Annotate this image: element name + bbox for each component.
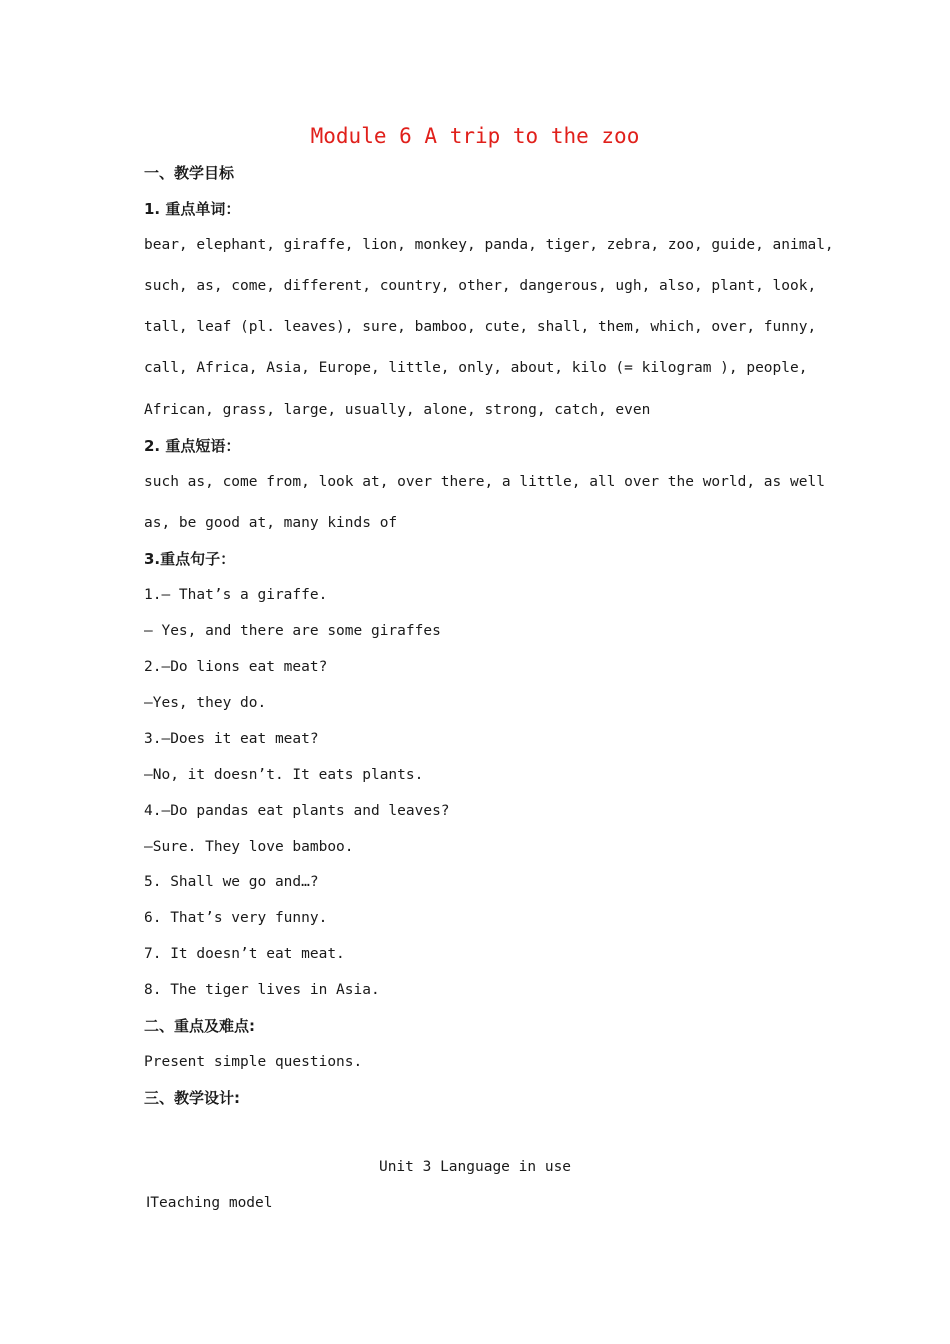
sentence-line: 3.—Does it eat meat?: [144, 731, 319, 747]
sentence-line: —Sure. They love bamboo.: [144, 839, 354, 855]
words-line: call, Africa, Asia, Europe, little, only, about, kilo (= kilogram ), people,: [144, 360, 808, 376]
sentence-line: 4.—Do pandas eat plants and leaves?: [144, 803, 450, 819]
sentence-line: 1.— That’s a giraffe.: [144, 587, 328, 603]
words-line: such, as, come, different, country, other, dangerous, ugh, also, plant, look,: [144, 278, 817, 294]
sentence-line: 2.—Do lions eat meat?: [144, 659, 328, 675]
phrases-line: such as, come from, look at, over there, a little, all over the world, as well: [144, 474, 825, 490]
sentences-heading: 3.重点句子：: [144, 550, 236, 568]
document-title: Module 6 A trip to the zoo: [310, 124, 640, 148]
unit-title: Unit 3 Language in use: [378, 1159, 572, 1175]
words-line: tall, leaf (pl. leaves), sure, bamboo, cute, shall, them, which, over, funny,: [144, 319, 817, 335]
words-heading: 1. 重点单词：: [144, 200, 241, 218]
sentence-line: —Yes, they do.: [144, 695, 267, 711]
words-line: bear, elephant, giraffe, lion, monkey, panda, tiger, zebra, zoo, guide, animal,: [144, 237, 834, 253]
section-heading-goals: 一、教学目标: [144, 164, 235, 182]
sentence-line: 8. The tiger lives in Asia.: [144, 982, 380, 998]
words-line: African, grass, large, usually, alone, strong, catch, even: [144, 402, 651, 418]
keypoints-text: Present simple questions.: [144, 1054, 363, 1070]
sentence-line: —No, it doesn’t. It eats plants.: [144, 767, 424, 783]
sentence-line: 7. It doesn’t eat meat.: [144, 946, 345, 962]
sentence-line: 6. That’s very funny.: [144, 910, 328, 926]
phrases-line: as, be good at, many kinds of: [144, 515, 398, 531]
section-heading-design: 三、教学设计:: [144, 1089, 240, 1107]
phrases-heading: 2. 重点短语：: [144, 437, 241, 455]
teaching-model-heading: ⅠTeaching model: [146, 1195, 273, 1211]
section-heading-keypoints: 二、重点及难点:: [144, 1017, 255, 1035]
sentence-line: 5. Shall we go and…?: [144, 874, 319, 890]
sentence-line: — Yes, and there are some giraffes: [144, 623, 441, 639]
